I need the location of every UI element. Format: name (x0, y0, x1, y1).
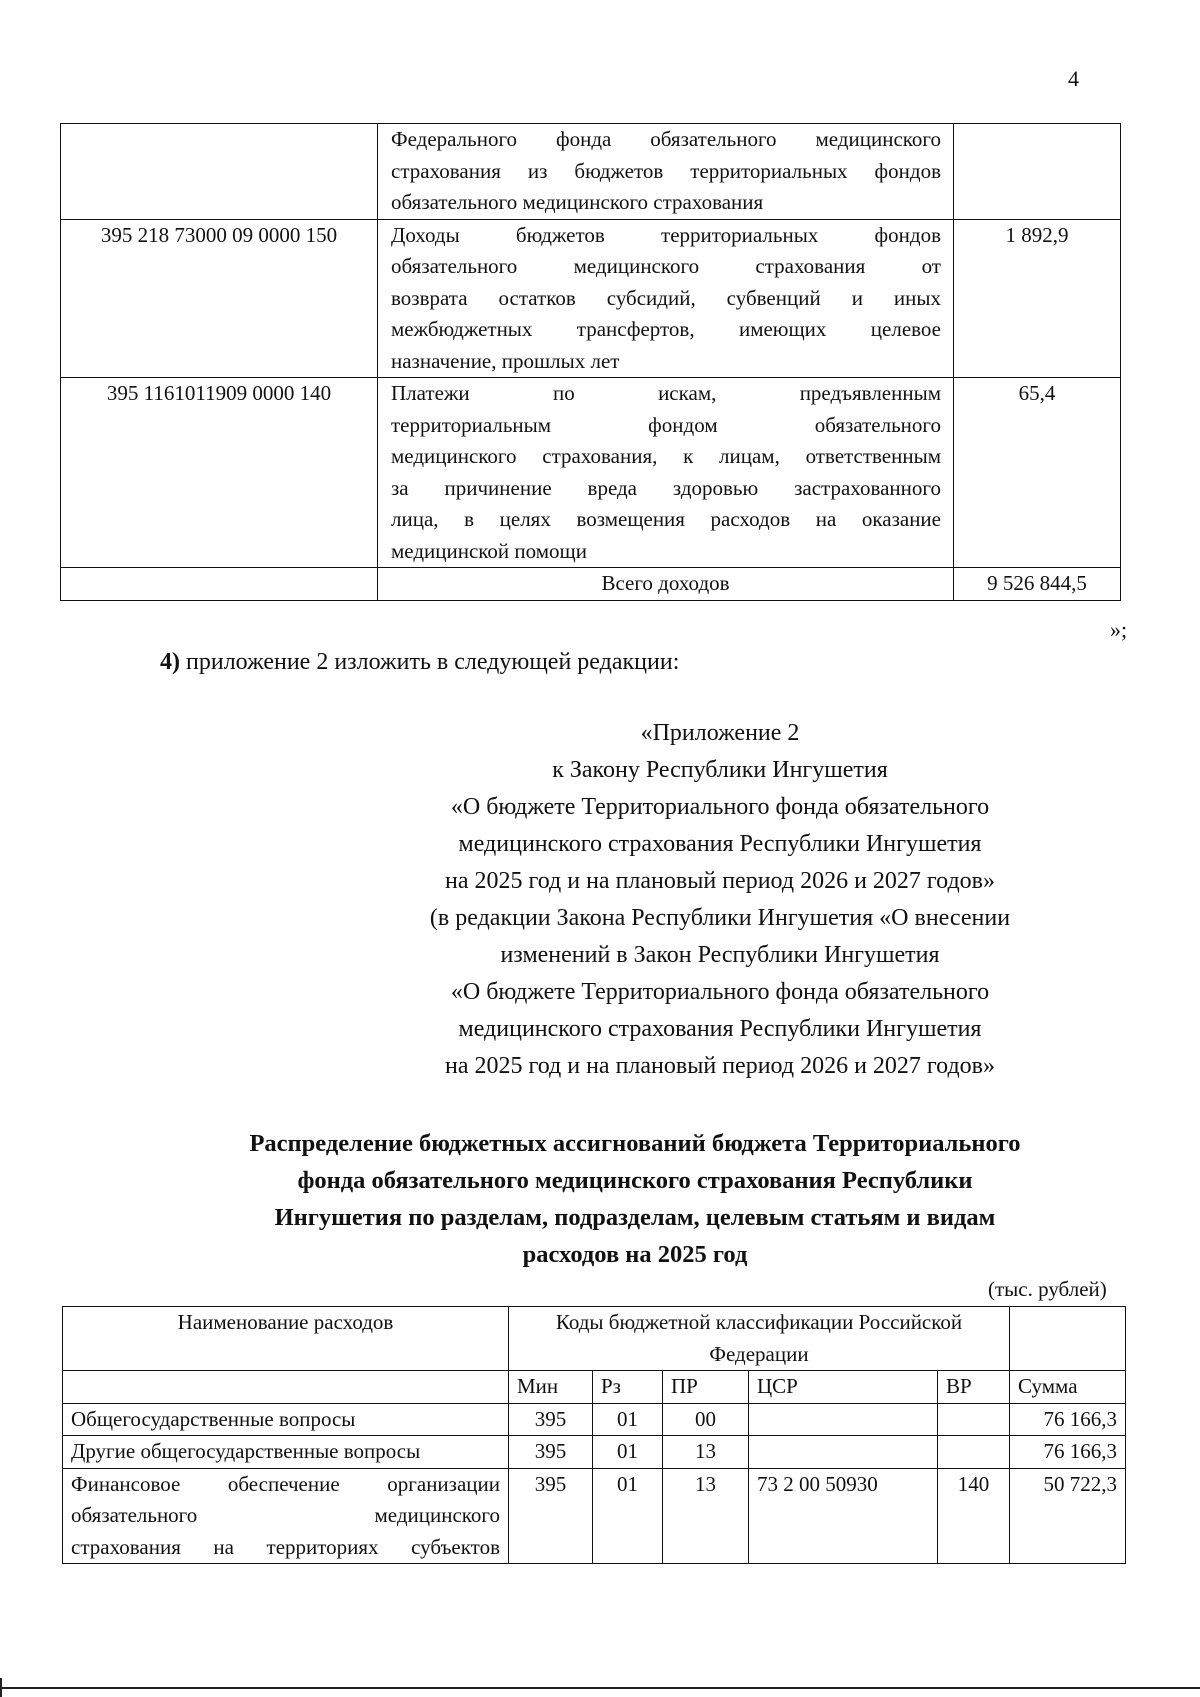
expense-sum: 76 166,3 (1010, 1436, 1126, 1469)
scan-corner-mark (0, 1678, 2, 1697)
revenue-code: 395 1161011909 0000 140 (61, 378, 378, 568)
column-rz: Рз (593, 1371, 663, 1404)
table-row (61, 124, 1121, 220)
expense-name (63, 1468, 509, 1564)
table-row (63, 1468, 1126, 1564)
column-vr: ВР (938, 1371, 1010, 1404)
expense-name-line: обязательного медицинского (71, 1503, 500, 1527)
revenue-amount: 1 892,9 (954, 219, 1121, 378)
expense-pr: 13 (663, 1436, 749, 1469)
description-line: медицинского страхования, к лицам, ответственным (391, 444, 941, 468)
column-empty-cell (63, 1371, 509, 1404)
revenue-description (378, 219, 954, 378)
expense-rz: 01 (593, 1436, 663, 1469)
expense-pr: 00 (663, 1403, 749, 1436)
expense-name: Другие общегосударственные вопросы (63, 1436, 509, 1469)
header-empty-cell (1010, 1307, 1126, 1371)
table-row (61, 378, 1121, 568)
appendix-line: «О бюджете Территориального фонда обязательного (450, 979, 990, 1005)
scan-bottom-rule (0, 1687, 1200, 1689)
revenue-amount: 65,4 (954, 378, 1121, 568)
description-line: Федерального фонда обязательного медицинского (391, 127, 941, 151)
appendix-line: «О бюджете Территориального фонда обязательного (450, 794, 990, 820)
item-number: 4) (160, 649, 180, 675)
expense-min: 395 (509, 1468, 593, 1564)
expense-name: Общегосударственные вопросы (63, 1403, 509, 1436)
revenue-description (378, 378, 954, 568)
description-line: Доходы бюджетов территориальных фондов (391, 222, 941, 247)
header-name: Наименование расходов (63, 1307, 509, 1371)
revenue-description (378, 124, 954, 220)
expense-csr (749, 1436, 938, 1469)
title-line: Распределение бюджетных ассигнований бюджета Территориального (249, 1130, 1021, 1157)
column-min: Мин (509, 1371, 593, 1404)
appendix-line: «Приложение 2 (640, 720, 800, 746)
header-codes-line: Федерации (709, 1341, 809, 1366)
header-codes (509, 1307, 1010, 1371)
header-row (63, 1307, 1126, 1371)
table-row (61, 219, 1121, 378)
expense-name-line: страхования на территориях субъектов (71, 1534, 500, 1559)
description-line: обязательного медицинского страхования от (391, 254, 941, 278)
total-empty-cell (61, 568, 378, 601)
revenue-table (60, 123, 1121, 601)
appendix-line: медицинского страхования Республики Ингушетия (458, 1016, 982, 1042)
expense-pr: 13 (663, 1468, 749, 1564)
appendix-line: изменений в Закон Республики Ингушетия (500, 942, 940, 968)
column-csr: ЦСР (749, 1371, 938, 1404)
section-title (90, 1125, 1180, 1273)
description-line: страхования из бюджетов территориальных фондов (391, 158, 941, 183)
appendix-line: на 2025 год и на плановый период 2026 и 2027 годов» (444, 1053, 996, 1079)
page-number: 4 (1068, 66, 1079, 91)
description-line: лица, в целях возмещения расходов на оказание (391, 507, 941, 531)
total-label: Всего доходов (378, 568, 954, 601)
expense-vr: 140 (938, 1468, 1010, 1564)
item-4-paragraph (160, 646, 679, 678)
expense-csr (749, 1403, 938, 1436)
column-pr: ПР (663, 1371, 749, 1404)
header-codes-line: Коды бюджетной классификации Российской (555, 1310, 963, 1334)
table-row (63, 1403, 1126, 1436)
appendix-header (360, 715, 1080, 1085)
description-line: медицинской помощи (391, 538, 587, 563)
appendix-line: медицинского страхования Республики Ингушетия (458, 831, 982, 857)
table-row (63, 1436, 1126, 1469)
expense-vr (938, 1403, 1010, 1436)
expense-sum: 50 722,3 (1010, 1468, 1126, 1564)
expense-min: 395 (509, 1403, 593, 1436)
column-sum: Сумма (1010, 1371, 1126, 1404)
description-line: Платежи по искам, предъявленным (391, 381, 941, 405)
description-line: за причинение вреда здоровью застрахованного (391, 475, 941, 500)
appendix-line: к Закону Республики Ингушетия (552, 757, 888, 783)
description-line: территориальным фондом обязательного (391, 412, 941, 437)
total-row (61, 568, 1121, 601)
expense-name-line: Финансовое обеспечение организации (71, 1471, 500, 1496)
description-line: назначение, прошлых лет (391, 348, 620, 373)
title-line: Ингушетия по разделам, подразделам, целевым статьям и видам (274, 1204, 996, 1231)
column-header-row (63, 1371, 1126, 1404)
closing-quote: »; (1110, 617, 1128, 642)
title-line: расходов на 2025 год (522, 1241, 748, 1268)
expense-rz: 01 (593, 1468, 663, 1564)
revenue-code (61, 124, 378, 220)
title-line: фонда обязательного медицинского страхования Республики (297, 1167, 973, 1194)
expense-vr (938, 1436, 1010, 1469)
expense-min: 395 (509, 1436, 593, 1469)
expense-rz: 01 (593, 1403, 663, 1436)
expense-sum: 76 166,3 (1010, 1403, 1126, 1436)
appendix-line: на 2025 год и на плановый период 2026 и 2027 годов» (444, 868, 996, 894)
revenue-code: 395 218 73000 09 0000 150 (61, 219, 378, 378)
expense-table (62, 1306, 1126, 1564)
description-line: обязательного медицинского страхования (391, 190, 764, 214)
appendix-line: (в редакции Закона Республики Ингушетия «О внесении (429, 905, 1011, 931)
expense-csr: 73 2 00 50930 (749, 1468, 938, 1564)
description-line: возврата остатков субсидий, субвенций и иных (391, 285, 941, 310)
total-amount: 9 526 844,5 (954, 568, 1121, 601)
description-line: межбюджетных трансфертов, имеющих целевое (391, 317, 941, 341)
revenue-amount (954, 124, 1121, 220)
units-label: (тыс. рублей) (988, 1277, 1107, 1301)
item-text: приложение 2 изложить в следующей редакции: (180, 649, 680, 675)
